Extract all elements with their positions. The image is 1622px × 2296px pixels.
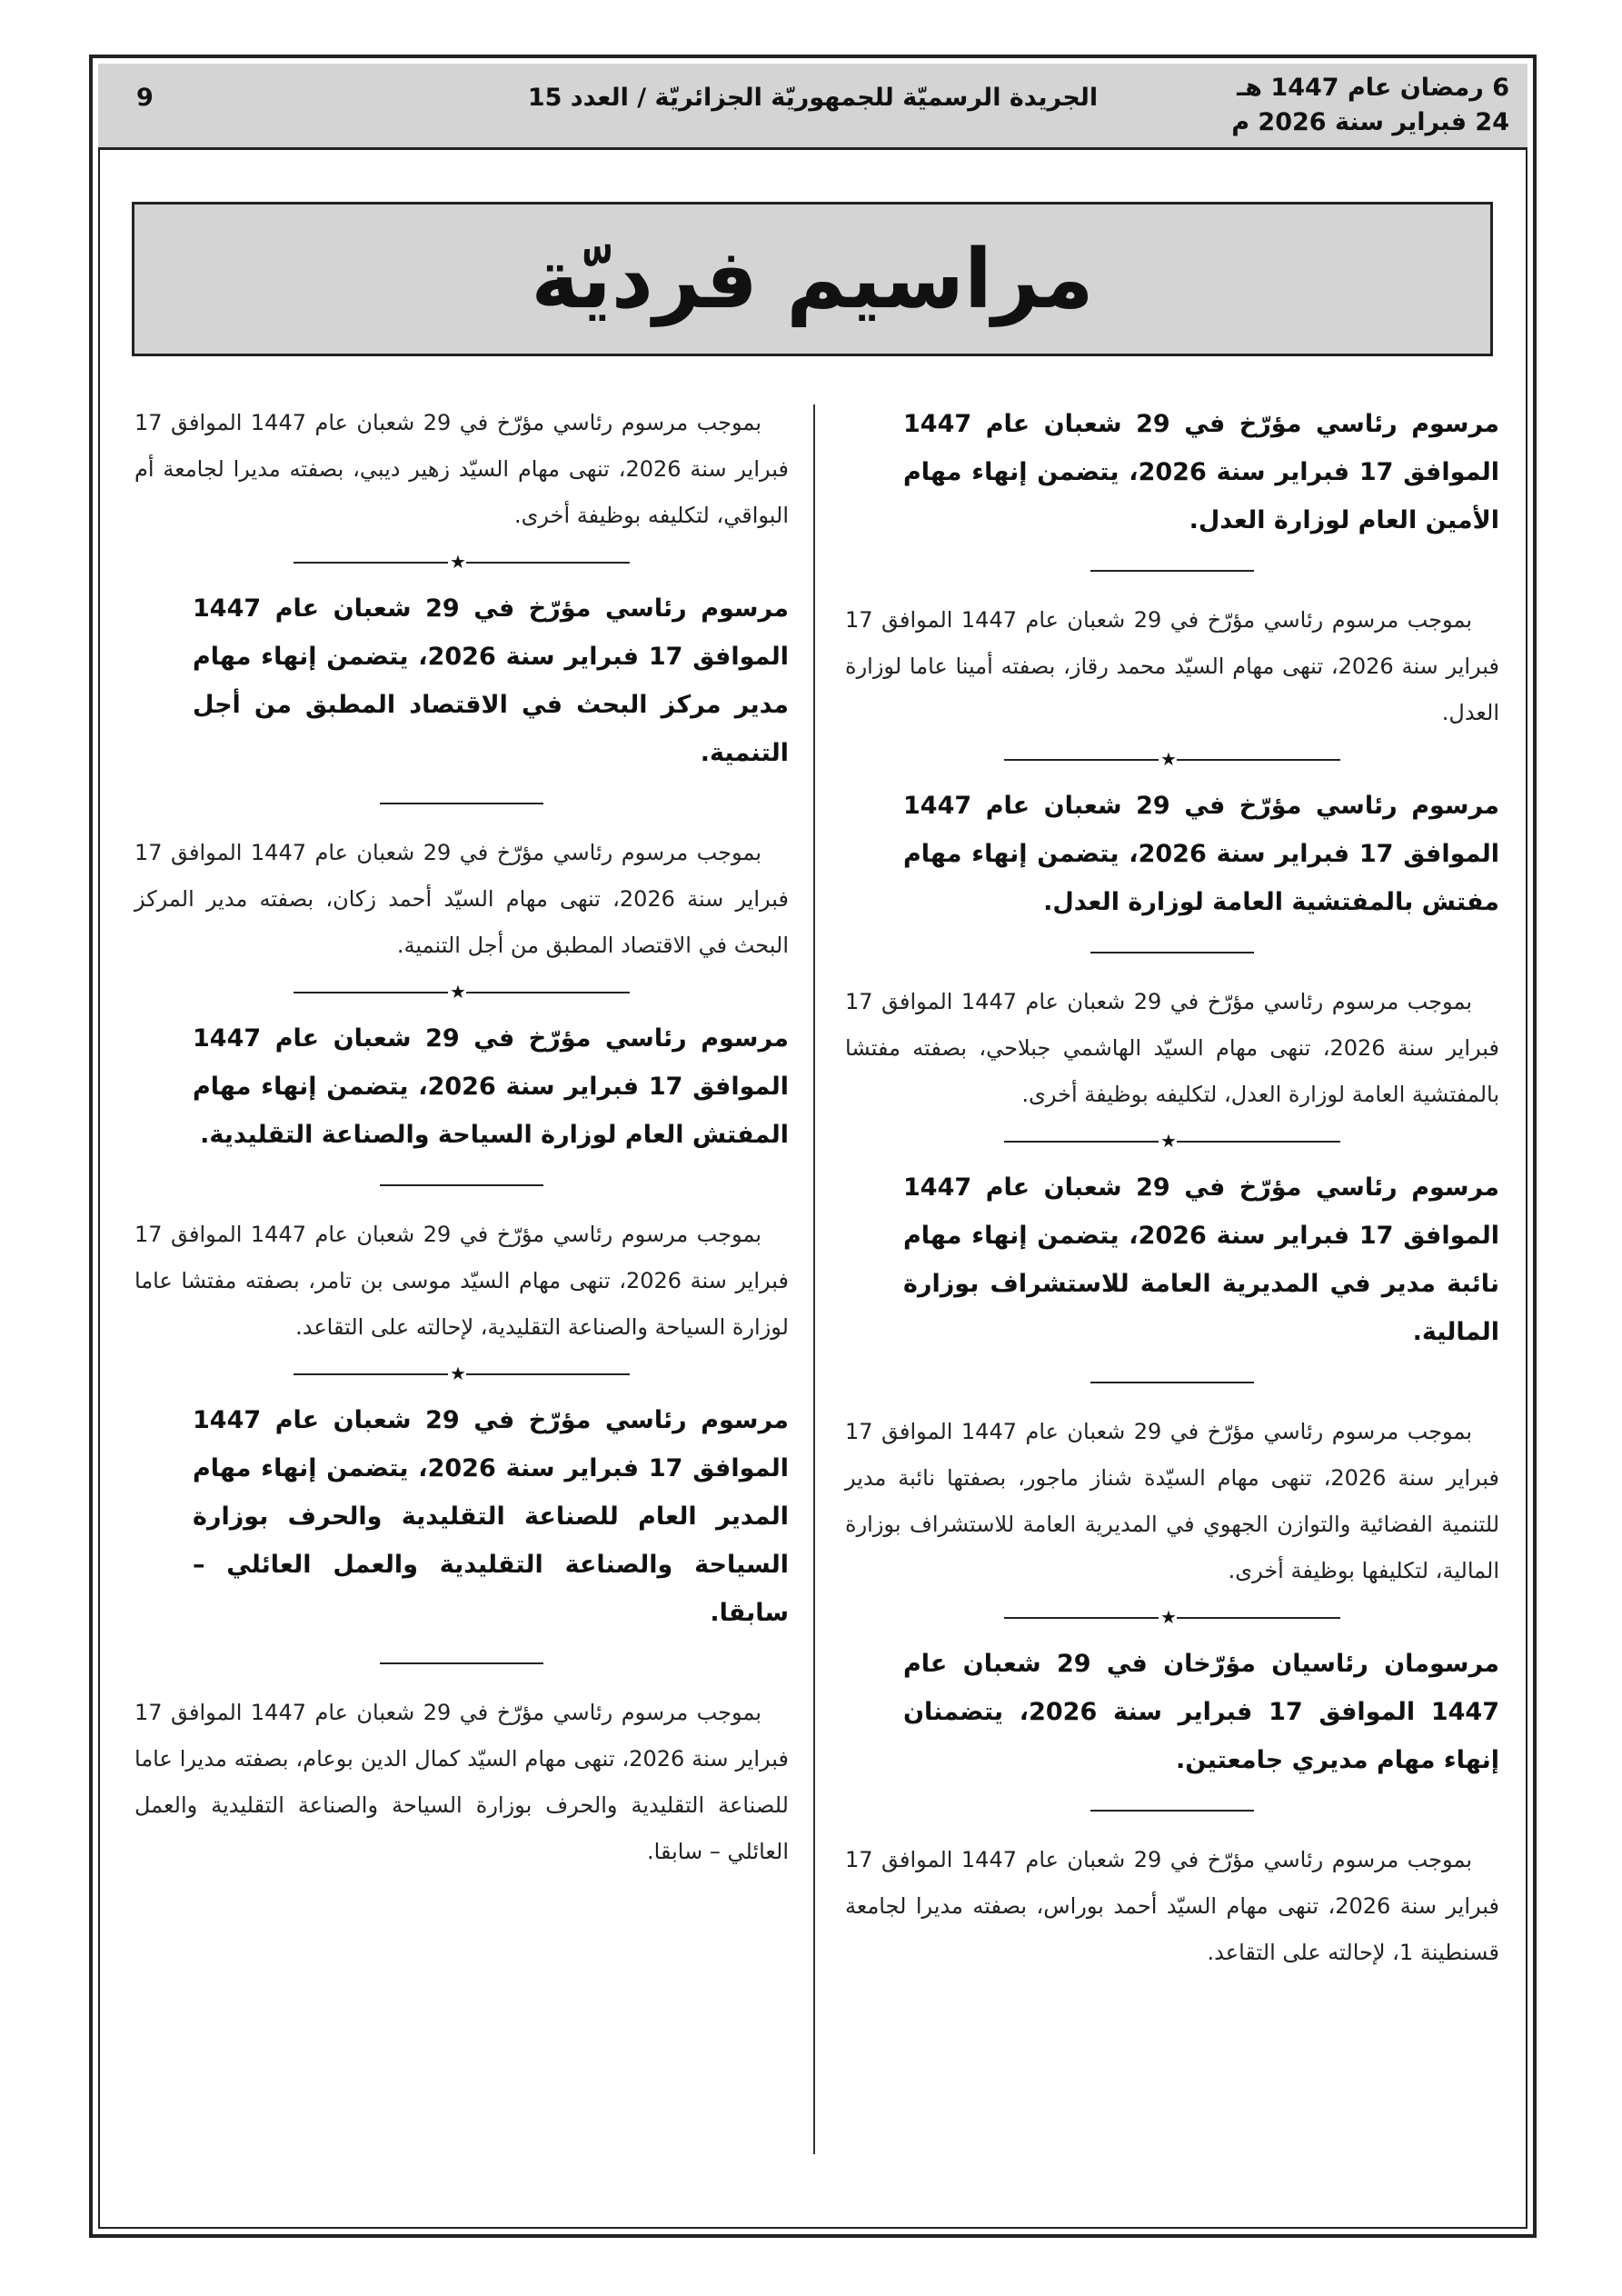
decree-heading: مرسوم رئاسي مؤرّخ في 29 شعبان عام 1447 الموافق 17 فبراير سنة 2026، يتضمن إنهاء مهام المدير العام للصناعة التقليدية والحرف بوزارة السياحة والصناعة التقليدية والعمل العائلي – سابقا. — [193, 1406, 790, 1627]
star-separator — [1004, 1603, 1340, 1631]
decree-body: بموجب مرسوم رئاسي مؤرّخ في 29 شعبان عام 1447 الموافق 17 فبراير سنة 2026، تنهى مهام السيّد الهاشمي جبلاحي، بصفته مفتشا بالمفتشية العامة لوزارة العدل، لتكليفه بوظيفة أخرى. — [845, 989, 1499, 1107]
header-journal-title: الجريدة الرسميّة للجمهوريّة الجزائريّة / العدد 15 — [527, 84, 1099, 112]
separator — [1090, 1810, 1254, 1812]
star-separator — [1004, 745, 1340, 773]
left-column — [134, 400, 789, 1875]
page-header — [98, 64, 1527, 150]
decree-block — [845, 400, 1499, 736]
right-column — [845, 400, 1499, 1976]
header-date-gregorian: 24 فبراير سنة 2026 م — [1231, 108, 1509, 136]
decree-body: بموجب مرسوم رئاسي مؤرّخ في 29 شعبان عام 1447 الموافق 17 فبراير سنة 2026، تنهى مهام السيّد كمال الدين بوعام، بصفته مديرا عاما للصناعة التقليدية والحرف بوزارة السياحة والصناعة التقليدية والعمل العائلي – سابقا. — [134, 1700, 789, 1864]
decree-body: بموجب مرسوم رئاسي مؤرّخ في 29 شعبان عام 1447 الموافق 17 فبراير سنة 2026، تنهى مهام السيّد محمد رقاز، بصفته أمينا عاما لوزارة العدل. — [845, 607, 1499, 725]
decree-block — [845, 782, 1499, 1118]
separator — [1090, 1382, 1254, 1383]
decree-heading: مرسوم رئاسي مؤرّخ في 29 شعبان عام 1447 الموافق 17 فبراير سنة 2026، يتضمن إنهاء مهام الأمين العام لوزارة العدل. — [903, 410, 1500, 534]
star-icon: ★ — [450, 1363, 466, 1384]
header-date-hijri: 6 رمضان عام 1447 هـ — [1237, 74, 1509, 102]
separator — [380, 1662, 543, 1664]
decree-body: بموجب مرسوم رئاسي مؤرّخ في 29 شعبان عام 1447 الموافق 17 فبراير سنة 2026، تنهى مهام السيّد موسى بن تامر، بصفته مفتشا عاما لوزارة السياحة والصناعة التقليدية، لإحالته على التقاعد. — [134, 1222, 789, 1340]
section-title: مراسيم فرديّة — [531, 231, 1094, 327]
star-separator — [294, 978, 630, 1005]
star-separator — [1004, 1127, 1340, 1154]
separator — [1090, 570, 1254, 572]
decree-heading: مرسومان رئاسيان مؤرّخان في 29 شعبان عام 1447 الموافق 17 فبراير سنة 2026، يتضمنان إنهاء مهام مديري جامعتين. — [903, 1650, 1499, 1774]
decree-heading: مرسوم رئاسي مؤرّخ في 29 شعبان عام 1447 الموافق 17 فبراير سنة 2026، يتضمن إنهاء مهام مدير مركز البحث في الاقتصاد المطبق من أجل التنمية. — [193, 594, 790, 767]
decree-block — [134, 584, 789, 969]
decree-heading: مرسوم رئاسي مؤرّخ في 29 شعبان عام 1447 الموافق 17 فبراير سنة 2026، يتضمن إنهاء مهام مفتش بالمفتشية العامة لوزارة العدل. — [903, 792, 1500, 916]
star-icon: ★ — [450, 981, 466, 1003]
decree-body: بموجب مرسوم رئاسي مؤرّخ في 29 شعبان عام 1447 الموافق 17 فبراير سنة 2026، تنهى مهام السيّد أحمد زكان، بصفته مدير المركز البحث في الاقتصاد المطبق من أجل التنمية. — [134, 840, 789, 958]
decree-block — [845, 1640, 1499, 1976]
star-icon: ★ — [450, 551, 466, 573]
decree-heading: مرسوم رئاسي مؤرّخ في 29 شعبان عام 1447 الموافق 17 فبراير سنة 2026، يتضمن إنهاء مهام نائبة مدير في المديرية العامة للاستشراف بوزارة المالية. — [903, 1173, 1500, 1346]
star-separator — [294, 548, 630, 575]
decree-block — [134, 1014, 789, 1351]
star-icon: ★ — [1160, 748, 1177, 770]
decree-heading: مرسوم رئاسي مؤرّخ في 29 شعبان عام 1447 الموافق 17 فبراير سنة 2026، يتضمن إنهاء مهام المفتش العام لوزارة السياحة والصناعة التقليدية. — [193, 1024, 790, 1149]
separator — [380, 803, 543, 804]
separator — [1090, 952, 1254, 953]
star-icon: ★ — [1160, 1130, 1177, 1152]
decree-block — [845, 1163, 1499, 1594]
decree-body: بموجب مرسوم رئاسي مؤرّخ في 29 شعبان عام 1447 الموافق 17 فبراير سنة 2026، تنهى مهام السيّد أحمد بوراس، بصفته مديرا لجامعة قسنطينة 1، لإحالته على التقاعد. — [845, 1847, 1499, 1965]
decree-body: بموجب مرسوم رئاسي مؤرّخ في 29 شعبان عام 1447 الموافق 17 فبراير سنة 2026، تنهى مهام السيّد زهير ديبي، بصفته مديرا لجامعة أم البواقي، لتكليفه بوظيفة أخرى. — [134, 410, 789, 528]
header-page-number: 9 — [136, 84, 154, 112]
section-title-box — [132, 202, 1493, 356]
decree-block — [134, 1396, 789, 1875]
star-separator — [294, 1360, 630, 1387]
star-icon: ★ — [1160, 1606, 1177, 1628]
column-divider — [813, 404, 815, 2154]
decree-body: بموجب مرسوم رئاسي مؤرّخ في 29 شعبان عام 1447 الموافق 17 فبراير سنة 2026، تنهى مهام السيّدة شناز ماجور، بصفتها نائبة مدير للتنمية الفضائية والتوازن الجهوي في المديرية العامة للاستشراف بوزارة المالية، لتكليفها بوظيفة أخرى. — [845, 1419, 1499, 1583]
separator — [380, 1184, 543, 1186]
